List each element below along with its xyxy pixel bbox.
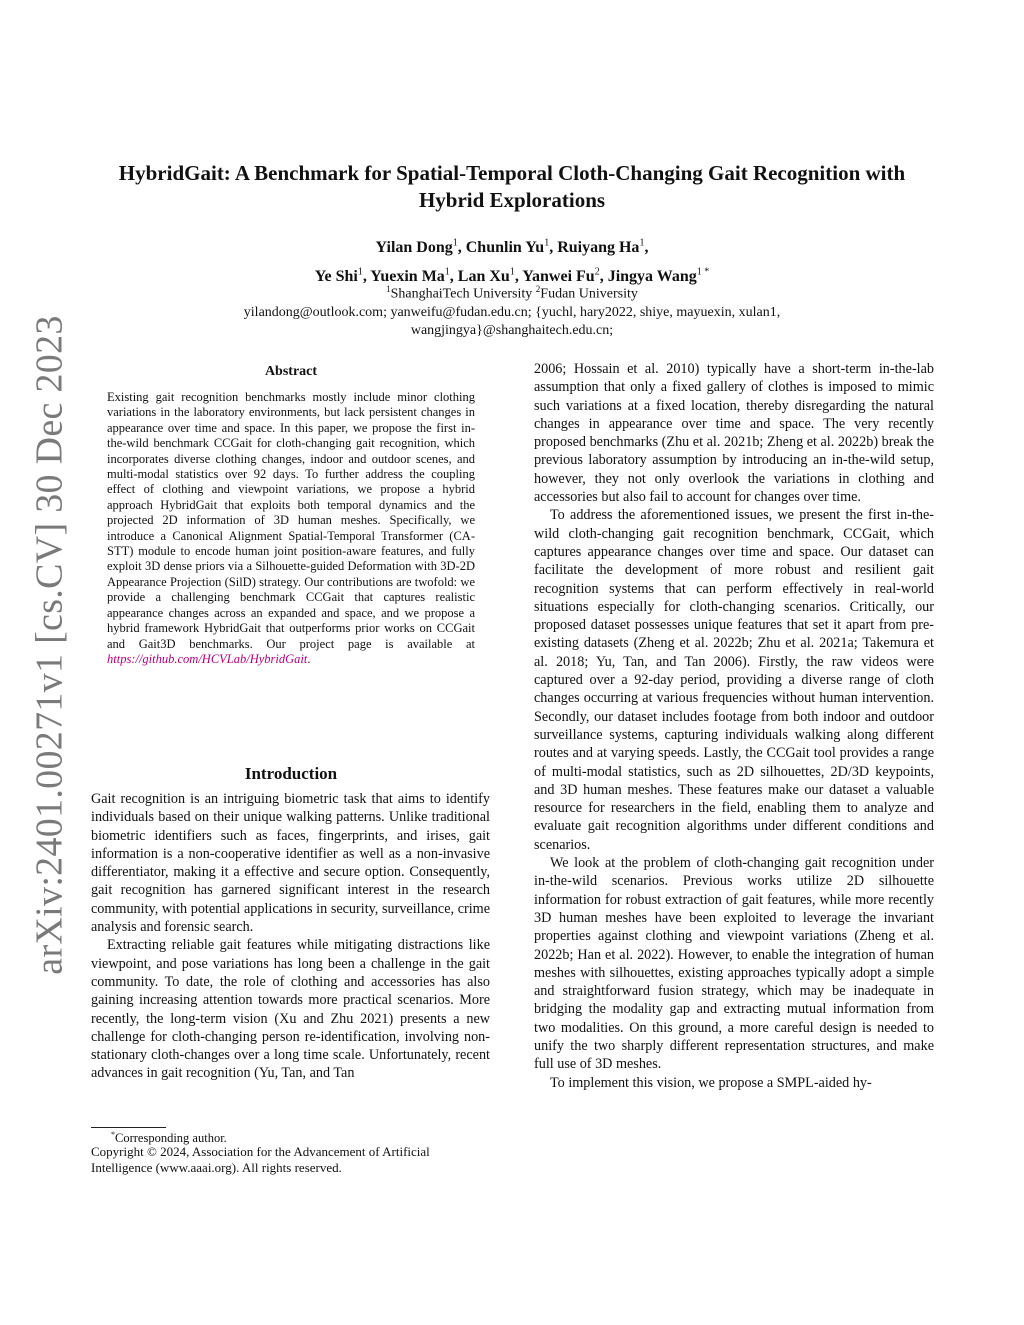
arxiv-stamp <box>26 315 74 975</box>
footnote: *Corresponding author. <box>111 1130 227 1146</box>
paragraph: 2006; Hossain et al. 2010) typically have a short-term in-the-lab assumption that only a fixed gallery of clothes is imposed to mimic such variations at a fixed location, thereby disregarding the natural changes in appearance over time and space. The very recently proposed benchmarks (Zhu et al. 2021b; Zheng et al. 2022b) break the previous laboratory assumption by introducing an in-the-wild setup, however, they not only overlook the variations in clothing and accessories but also fail to account for changes over time. <box>534 361 934 506</box>
author: Chunlin Yu$^1$, <box>465 238 558 257</box>
author: Yanwei Fu$^2$, <box>522 266 608 285</box>
paragraph: Gait recognition is an intriguing biometric task that aims to identify individuals based on their unique walking patterns. Unlike traditional biometric identifiers such as faces, fingerprints, and irises, gait information is a non-cooperative identifier as well as a non-invasive differentiator, making it a effective and secure option. Consequently, gait recognition has garnered significant interest in the research community, with potential applications in security, surveillance, crime analysis and forensic search. <box>91 791 490 936</box>
author: Yilan Dong$^1$, <box>375 238 466 257</box>
author: Yuexin Ma$^1$, <box>370 266 458 285</box>
copyright-notice: Copyright © 2024, Association for the Advancement of Artificial Intelligence (www.aaai.org). All rights reserved. <box>91 1144 430 1175</box>
arxiv-stamp-text: arXiv:2401.00271v1 [cs.CV] 30 Dec 2023 <box>29 315 71 975</box>
introduction-body <box>91 790 490 1083</box>
right-column <box>534 360 934 1092</box>
author: Ye Shi$^1$, <box>314 266 371 285</box>
project-page-link[interactable]: https://github.com/HCVLab/HybridGait <box>107 651 308 666</box>
paragraph: Extracting reliable gait features while mitigating distractions like viewpoint, and pose variations has long been a challenge in the gait community. To date, the role of clothing and accessories has also gaining increasing attention towards more practical scenarios. More recently, the long-term vision (Xu and Zhu 2021) presents a new challenge for cloth-changing person re-identification, involving non-stationary cloth-changes over a long time scale. Unfortunately, recent advances in gait recognition (Yu, Tan, and Tan <box>91 937 490 1082</box>
abstract-heading: Abstract <box>264 364 318 379</box>
introduction-heading: Introduction <box>244 764 338 783</box>
paragraph: To address the aforementioned issues, we present the first in-the-wild cloth-changing gait recognition benchmark, CCGait, which captures appearance changes over time and space. Our dataset can facilitate the development of more robust and resilient gait recognition systems that can perform effectively in real-world situations especially for cloth-changing scenarios. Critically, our proposed dataset possesses unique features that set it apart from pre-existing datasets (Zheng et al. 2022b; Zhu et al. 2021a; Takemura et al. 2018; Yu, Tan, and Tan 2006). Firstly, the raw videos were captured over a 92-day period, providing a diverse range of cloth changes occurring at various frequencies without human intervention. Secondly, our dataset includes footage from both indoor and outdoor surveillance systems, capturing individuals walking along different routes and at varying speeds. Lastly, the CCGait tool provides a range of multi-modal statistics, such as 2D silhouettes, 2D/3D keypoints, and 3D human meshes. These features make our dataset a valuable resource for researchers in the field, enabling them to analyze and evaluate gait recognition algorithms under different conditions and scenarios. <box>534 507 934 853</box>
paper-title: HybridGait: A Benchmark for Spatial-Temporal Cloth-Changing Gait Recognition with Hybrid Explorations <box>118 161 906 212</box>
abstract-text: Existing gait recognition benchmarks mostly include minor clothing variations in the laboratory environments, but lack persistent changes in appearance over time and space. In this paper, we propose the first in-the-wild benchmark CCGait for cloth-changing gait recognition, which incorporates diverse clothing changes, indoor and outdoor scenes, and multi-modal statistics over 92 days. To further address the coupling effect of clothing and viewpoint variations, we propose a hybrid approach HybridGait that exploits both temporal dynamics and the projected 2D information of 3D human meshes. Specifically, we introduce a Canonical Alignment Spatial-Temporal Transformer (CA-STT) module to encode human joint position-aware features, and fully exploit 3D dense priors via a Silhouette-guided Deformation with 3D-2D Appearance Projection (SilD) strategy. Our contributions are twofold: we provide a challenging benchmark CCGait that captures realistic appearance changes across an expanded and space, and we propose a hybrid framework HybridGait that outperforms prior works on CCGait and Gait3D benchmarks. Our project page is available at <box>107 390 475 651</box>
footnote-divider <box>91 1127 166 1128</box>
author: Jingya Wang$^{1 *}$ <box>607 266 710 285</box>
affiliation-line: $^1$ShanghaiTech University $^2$Fudan University <box>386 284 638 302</box>
email-line: yilandong@outlook.com; yanweifu@fudan.edu.cn; {yuchl, hary2022, shiye, mayuexin, xulan1, <box>243 304 781 320</box>
abstract-body: Existing gait recognition benchmarks mostly include minor clothing variations in the laboratory environments, but lack persistent changes in appearance over time and space. In this paper, we propose the first in-the-wild benchmark CCGait for cloth-changing gait recognition, which incorporates diverse clothing changes, indoor and outdoor scenes, and multi-modal statistics over 92 days. To further address the coupling effect of clothing and viewpoint variations, we propose a hybrid approach HybridGait that exploits both temporal dynamics and the projected 2D information of 3D human meshes. Specifically, we introduce a Canonical Alignment Spatial-Temporal Transformer (CA-STT) module to encode human joint position-aware features, and fully exploit 3D dense priors via a Silhouette-guided Deformation with 3D-2D Appearance Projection (SilD) strategy. Our contributions are twofold: we provide a challenging benchmark CCGait that captures realistic appearance changes across an expanded and space, and we propose a hybrid framework HybridGait that outperforms prior works on CCGait and Gait3D benchmarks. Our project page is available at https://github.com/HCVLab/HybridGait. <box>107 390 475 666</box>
author: Ruiyang Ha$^1$, <box>557 238 649 257</box>
paragraph: We look at the problem of cloth-changing gait recognition under in-the-wild scenarios. Previous works utilize 2D silhouette information for robust extraction of gait features, while more recently 3D human meshes have been exploited to leverage the invariant properties against clothing and viewpoint variations (Zheng et al. 2022b; Han et al. 2022). However, to enable the integration of human meshes with silhouettes, existing approaches typically adopt a simple and straightforward fusion strategy, which may be inadequate in bridging the modality gap and extracting mutual information from two modalities. On this ground, a more careful design is needed to unify the two sharply different representation structures, and make full use of 3D meshes. <box>534 855 934 1073</box>
email-line: wangjingya}@shanghaitech.edu.cn; <box>410 322 614 338</box>
affiliations <box>110 280 914 340</box>
paragraph: To implement this vision, we propose a SMPL-aided hy- <box>550 1074 872 1091</box>
author: Lan Xu$^1$, <box>457 266 523 285</box>
